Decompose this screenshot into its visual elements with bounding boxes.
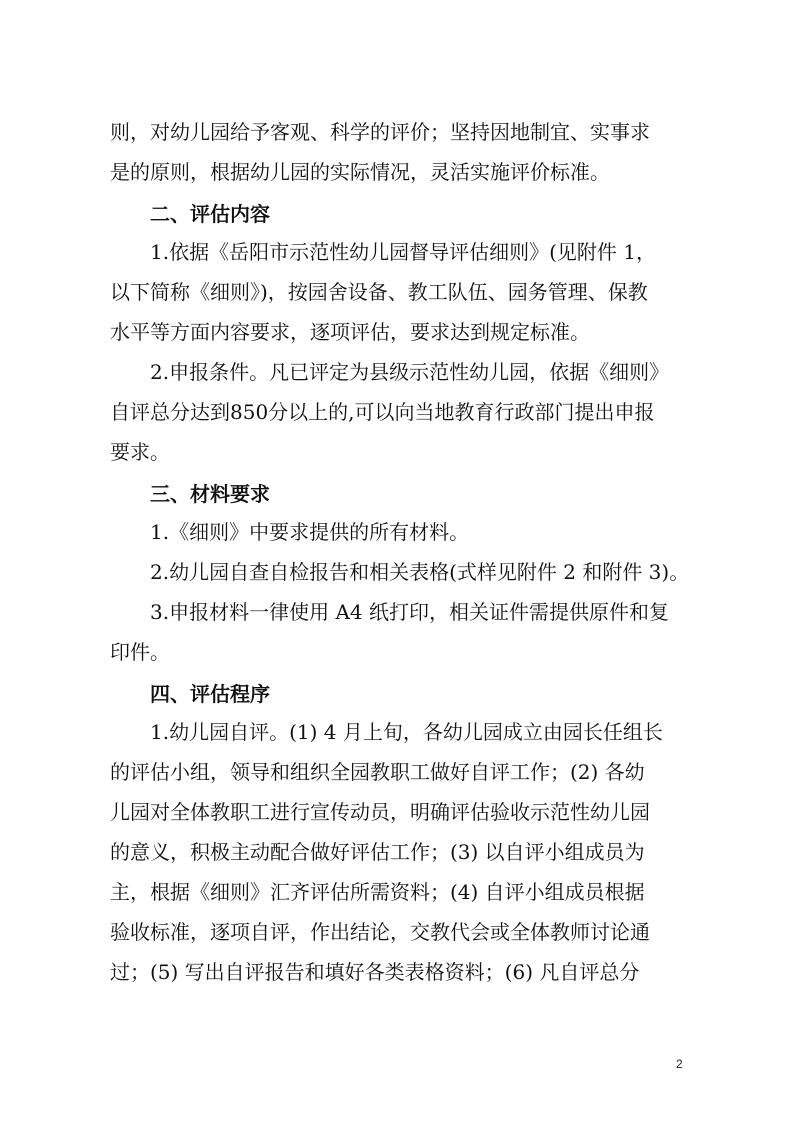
section-heading-evaluation-procedure: 四、评估程序	[150, 682, 270, 706]
paragraph-line: 1.依据《岳阳市示范性幼儿园督导评估细则》(见附件 1，	[150, 240, 656, 264]
page-number: 2	[676, 1057, 683, 1071]
paragraph-line: 验收标准，逐项自评，作出结论，交教代会或全体教师讨论通	[110, 920, 650, 944]
paragraph-line: 2.申报条件。凡已评定为县级示范性幼儿园，依据《细则》	[150, 360, 670, 384]
paragraph-line: 儿园对全体教职工进行宣传动员，明确评估验收示范性幼儿园	[110, 800, 650, 824]
paragraph-line: 印件。	[110, 640, 170, 664]
paragraph-line: 则，对幼儿园给予客观、科学的评价；坚持因地制宜、实事求	[110, 120, 650, 144]
paragraph-line: 主，根据《细则》汇齐评估所需资料；(4) 自评小组成员根据	[110, 880, 645, 904]
paragraph-line: 是的原则，根据幼儿园的实际情况，灵活实施评价标准。	[110, 160, 610, 184]
paragraph-line: 水平等方面内容要求，逐项评估，要求达到规定标准。	[110, 320, 590, 344]
section-heading-evaluation-content: 二、评估内容	[150, 202, 270, 226]
paragraph-line: 以下简称《细则》)，按园舍设备、教工队伍、园务管理、保教	[110, 280, 648, 304]
section-heading-material-requirements: 三、材料要求	[150, 482, 270, 506]
paragraph-line: 要求。	[110, 440, 170, 464]
paragraph-line: 1.幼儿园自评。(1) 4 月上旬，各幼儿园成立由园长任组长	[150, 720, 663, 744]
paragraph-line: 的评估小组，领导和组织全园教职工做好自评工作；(2) 各幼	[110, 760, 645, 784]
paragraph-line: 自评总分达到850分以上的,可以向当地教育行政部门提出申报	[110, 400, 655, 424]
paragraph-line: 2.幼儿园自查自检报告和相关表格(式样见附件 2 和附件 3)。	[150, 560, 690, 584]
paragraph-line: 的意义，积极主动配合做好评估工作；(3) 以自评小组成员为	[110, 840, 645, 864]
paragraph-line: 过；(5) 写出自评报告和填好各类表格资料；(6) 凡自评总分	[110, 960, 640, 984]
paragraph-line: 1.《细则》中要求提供的所有材料。	[150, 520, 470, 544]
paragraph-line: 3.申报材料一律使用 A4 纸打印，相关证件需提供原件和复	[150, 600, 669, 624]
